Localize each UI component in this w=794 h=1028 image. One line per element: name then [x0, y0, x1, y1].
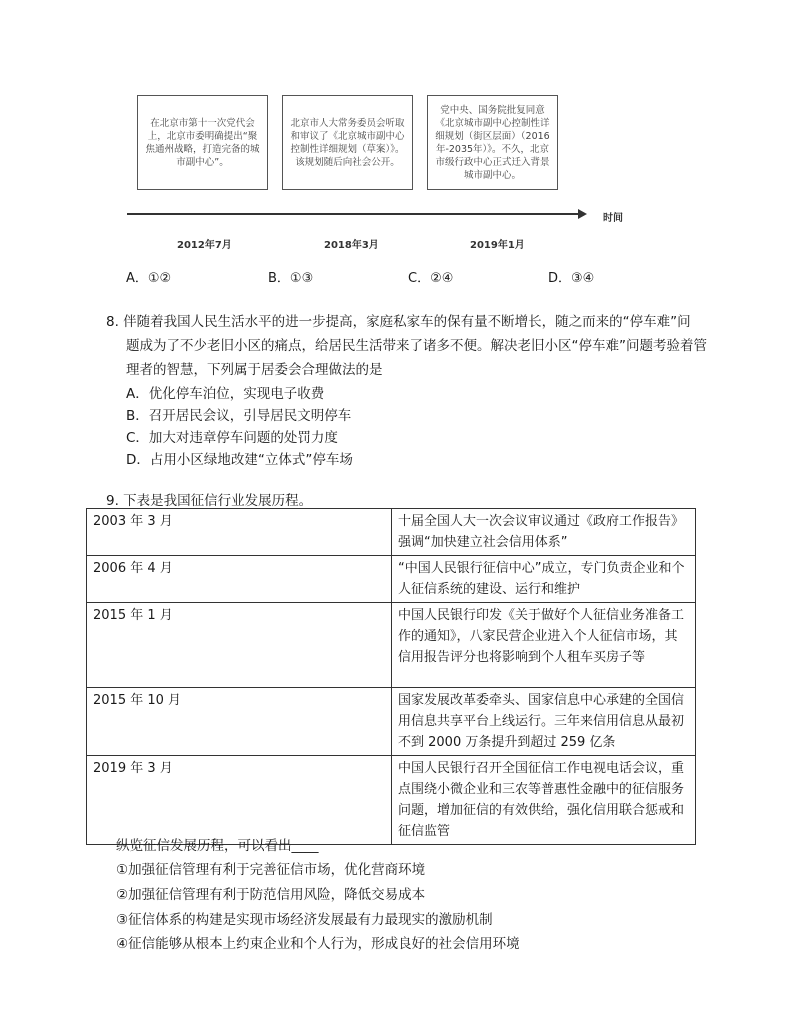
q9-stem: 9. 下表是我国征信行业发展历程。: [106, 493, 313, 509]
credit-history-table: [86, 508, 696, 845]
timeline-axis-label: 时间: [603, 213, 623, 224]
table-cell-event: 中国人民银行印发《关于做好个人征信业务准备工作的通知》，八家民营企业进入个人征信市场，其信用报告评分也将影响到个人租车买房子等: [392, 603, 696, 688]
timeline-date-1: 2012年7月: [177, 240, 232, 251]
table-cell-date: 2006 年 4 月: [87, 556, 392, 603]
table-row: [87, 603, 696, 688]
timeline-event-text-2: 北京市人大常务委员会听取和审议了《北京城市副中心控制性详细规划（草案）》。该规划随后向社会公开。: [290, 117, 405, 168]
q9-choice-4[interactable]: ④征信能够从根本上约束企业和个人行为，形成良好的社会信用环境: [116, 936, 520, 952]
timeline-date-3: 2019年1月: [470, 240, 525, 251]
timeline-axis: [127, 213, 582, 215]
q9-choice-3[interactable]: ③征信体系的构建是实现市场经济发展最有力最现实的激励机制: [116, 912, 493, 928]
q8-stem-line-3: 理者的智慧，下列属于居委会合理做法的是: [126, 362, 383, 378]
timeline-event-box-2: [282, 95, 413, 190]
table-cell-date: 2003 年 3 月: [87, 509, 392, 556]
q8-stem-line-1: 8. 伴随着我国人民生活水平的进一步提高，家庭私家车的保有量不断增长，随之而来的“停车难”问: [106, 314, 691, 330]
q8-option-c[interactable]: C．加大对违章停车问题的处罚力度: [126, 430, 338, 446]
q8-stem-line-2: 题成为了不少老旧小区的痛点，给居民生活带来了诸多不便。解决老旧小区“停车难”问题考验着管: [126, 338, 707, 354]
q8-option-a[interactable]: A．优化停车泊位，实现电子收费: [126, 386, 325, 402]
table-cell-event: 中国人民银行召开全国征信工作电视电话会议，重点围绕小微企业和三农等普惠性金融中的征信服务问题，增加征信的有效供给，强化信用联合惩戒和征信监管: [392, 756, 696, 845]
table-cell-event: “中国人民银行征信中心”成立，专门负责企业和个人征信系统的建设、运行和维护: [392, 556, 696, 603]
table-row: [87, 509, 696, 556]
table-cell-event: 国家发展改革委牵头、国家信息中心承建的全国信用信息共享平台上线运行。三年来信用信息从最初不到 2000 万条提升到超过 259 亿条: [392, 688, 696, 756]
q9-lead: 纵览征信发展历程，可以看出____: [116, 838, 319, 854]
table-row: [87, 756, 696, 845]
q8-option-d[interactable]: D．占用小区绿地改建“立体式”停车场: [126, 452, 353, 468]
timeline-event-text-3: 党中央、国务院批复同意《北京城市副中心控制性详细规划（街区层面）（2016年-2035年）》。不久，北京市级行政中心正式迁入背景城市副中心。: [435, 104, 550, 181]
timeline-event-box-1: [137, 95, 268, 190]
q9-choice-2[interactable]: ②加强征信管理有利于防范信用风险，降低交易成本: [116, 887, 426, 903]
table-cell-date: 2015 年 10 月: [87, 688, 392, 756]
q7-option-d[interactable]: D．③④: [548, 271, 595, 286]
table-cell-date: 2019 年 3 月: [87, 756, 392, 845]
table-cell-event: 十届全国人大一次会议审议通过《政府工作报告》强调“加快建立社会信用体系”: [392, 509, 696, 556]
table-row: [87, 556, 696, 603]
q7-option-a[interactable]: A．①②: [126, 271, 172, 286]
timeline-date-2: 2018年3月: [324, 240, 379, 251]
timeline-event-box-3: [427, 95, 558, 190]
timeline-arrow-icon: [578, 209, 587, 219]
table-cell-date: 2015 年 1 月: [87, 603, 392, 688]
q8-option-b[interactable]: B．召开居民会议，引导居民文明停车: [126, 408, 352, 424]
table-row: [87, 688, 696, 756]
q9-choice-1[interactable]: ①加强征信管理有利于完善征信市场，优化营商环境: [116, 862, 426, 878]
q7-option-b[interactable]: B．①③: [268, 271, 314, 286]
timeline-event-text-1: 在北京市第十一次党代会上，北京市委明确提出“聚焦通州战略，打造完备的城市副中心”。: [145, 117, 260, 168]
q7-option-c[interactable]: C．②④: [408, 271, 454, 286]
